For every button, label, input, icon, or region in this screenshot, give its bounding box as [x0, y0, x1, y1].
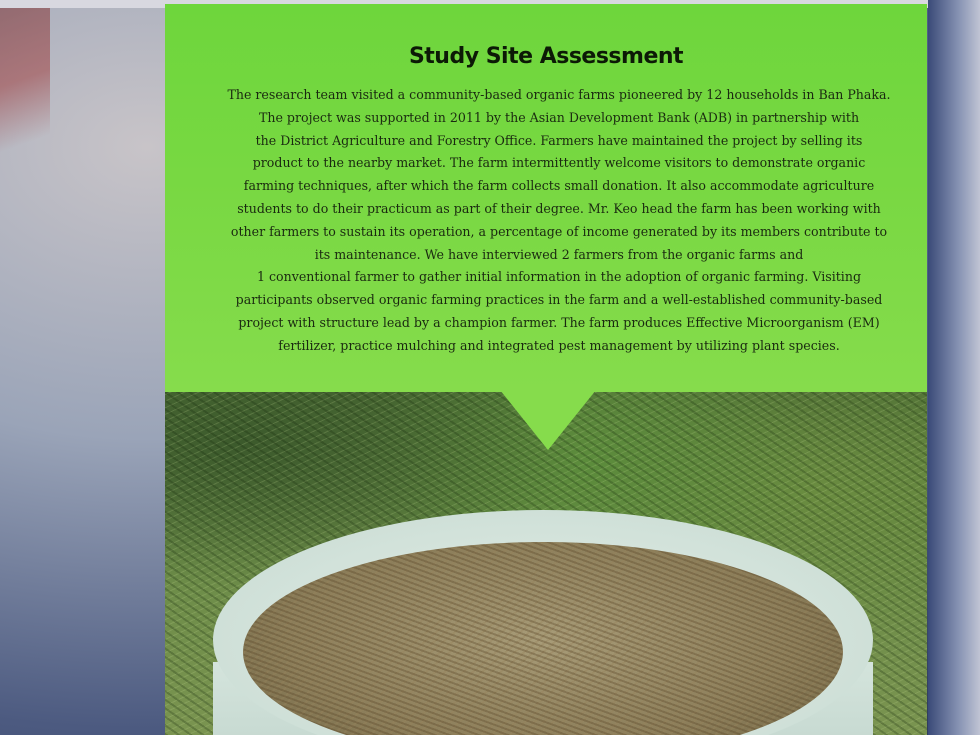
- body-line: 1 conventional farmer to gather initial information in the adoption of organic farming. Visiting: [256, 269, 862, 285]
- body-line: other farmers to sustain its operation, a percentage of income generated by its members contribute to: [230, 223, 888, 239]
- monitor-right-edge: [928, 0, 980, 735]
- assessment-card: [165, 4, 927, 392]
- card-body-text: [203, 84, 915, 358]
- body-line: its maintenance. We have interviewed 2 farmers from the organic farms and: [314, 246, 804, 262]
- body-line: participants observed organic farming practices in the farm and a well-established community-based: [235, 292, 883, 308]
- body-line: product to the nearby market. The farm intermittently welcome visitors to demonstrate organic: [252, 155, 866, 171]
- screen-panel: [165, 4, 927, 735]
- body-line: fertilizer, practice mulching and integrated pest management by utilizing plant species.: [278, 337, 840, 353]
- body-line: students to do their practicum as part of their degree. Mr. Keo head the farm has been working with: [237, 200, 881, 216]
- body-line: farming techniques, after which the farm collects small donation. It also accommodate agriculture: [243, 178, 875, 194]
- body-line: The project was supported in 2011 by the Asian Development Bank (ADB) in partnership with: [258, 109, 860, 125]
- body-line: The research team visited a community-based organic farms pioneered by 12 households in Ban Phaka.: [227, 87, 891, 102]
- body-line: project with structure lead by a champion farmer. The farm produces Effective Microorganism (EM): [238, 314, 880, 330]
- body-line: the District Agriculture and Forestry Office. Farmers have maintained the project by selling its: [255, 132, 863, 148]
- card-pointer-arrow: [500, 390, 596, 450]
- background-decoration: [0, 0, 50, 200]
- card-title: Study Site Assessment: [408, 44, 684, 69]
